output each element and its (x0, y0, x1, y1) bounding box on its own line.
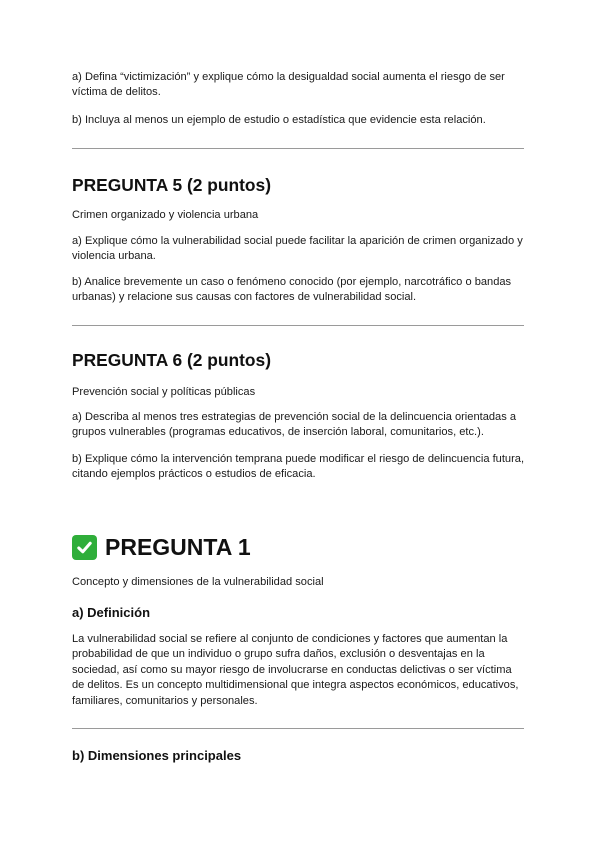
section-a-text: La vulnerabilidad social se refiere al conjunto de condiciones y factores que aumentan la probabilidad de que un individuo o grupo sufra daños, exclusión o desventajas en la sociedad, así como su mayor riesgo de involucrarse en conductas delictivas o ser víctima de delitos. Es un concepto multidimensional que integra aspectos económicos, educativos, familiares, comunitarios y personales. (72, 633, 519, 707)
pregunta6-subtitle: Prevención social y políticas públicas (72, 386, 256, 398)
respuesta1-subtitle: Concepto y dimensiones de la vulnerabilidad social (72, 576, 324, 588)
respuesta1-heading (72, 533, 251, 561)
section-b-heading: b) Dimensiones principales (72, 748, 242, 763)
divider (72, 148, 524, 149)
pregunta6-item-b: b) Explique cómo la intervención temprana puede modificar el riesgo de delincuencia futura, citando ejemplos prácticos o estudios de eficacia. (72, 453, 525, 481)
pregunta5-title: PREGUNTA 5 (2 puntos) (72, 175, 272, 195)
pregunta6-item-a: a) Describa al menos tres estrategias de prevención social de la delincuencia orientadas a grupos vulnerables (programas educativos, de inserción laboral, comunitarios, etc.). (72, 411, 516, 439)
pregunta5-subtitle: Crimen organizado y violencia urbana (72, 209, 259, 221)
pregunta5-item-b: b) Analice brevemente un caso o fenómeno conocido (por ejemplo, narcotráfico o bandas urbanas) y relacione sus causas con factores de vulnerabilidad social. (72, 276, 512, 304)
respuesta1-title: PREGUNTA 1 (105, 534, 251, 560)
pregunta5-item-a: a) Explique cómo la vulnerabilidad social puede facilitar la aparición de crimen organizado y violencia urbana. (72, 235, 523, 263)
intro-item-b: b) Incluya al menos un ejemplo de estudio o estadística que evidencie esta relación. (72, 114, 486, 126)
divider (72, 728, 524, 729)
section-a-heading: a) Definición (72, 605, 151, 620)
intro-item-a: a) Defina “victimización” y explique cómo la desigualdad social aumenta el riesgo de ser víctima de delitos. (72, 71, 505, 99)
divider (72, 325, 524, 326)
pregunta6-title: PREGUNTA 6 (2 puntos) (72, 350, 272, 370)
check-mark-button-icon (72, 535, 97, 560)
